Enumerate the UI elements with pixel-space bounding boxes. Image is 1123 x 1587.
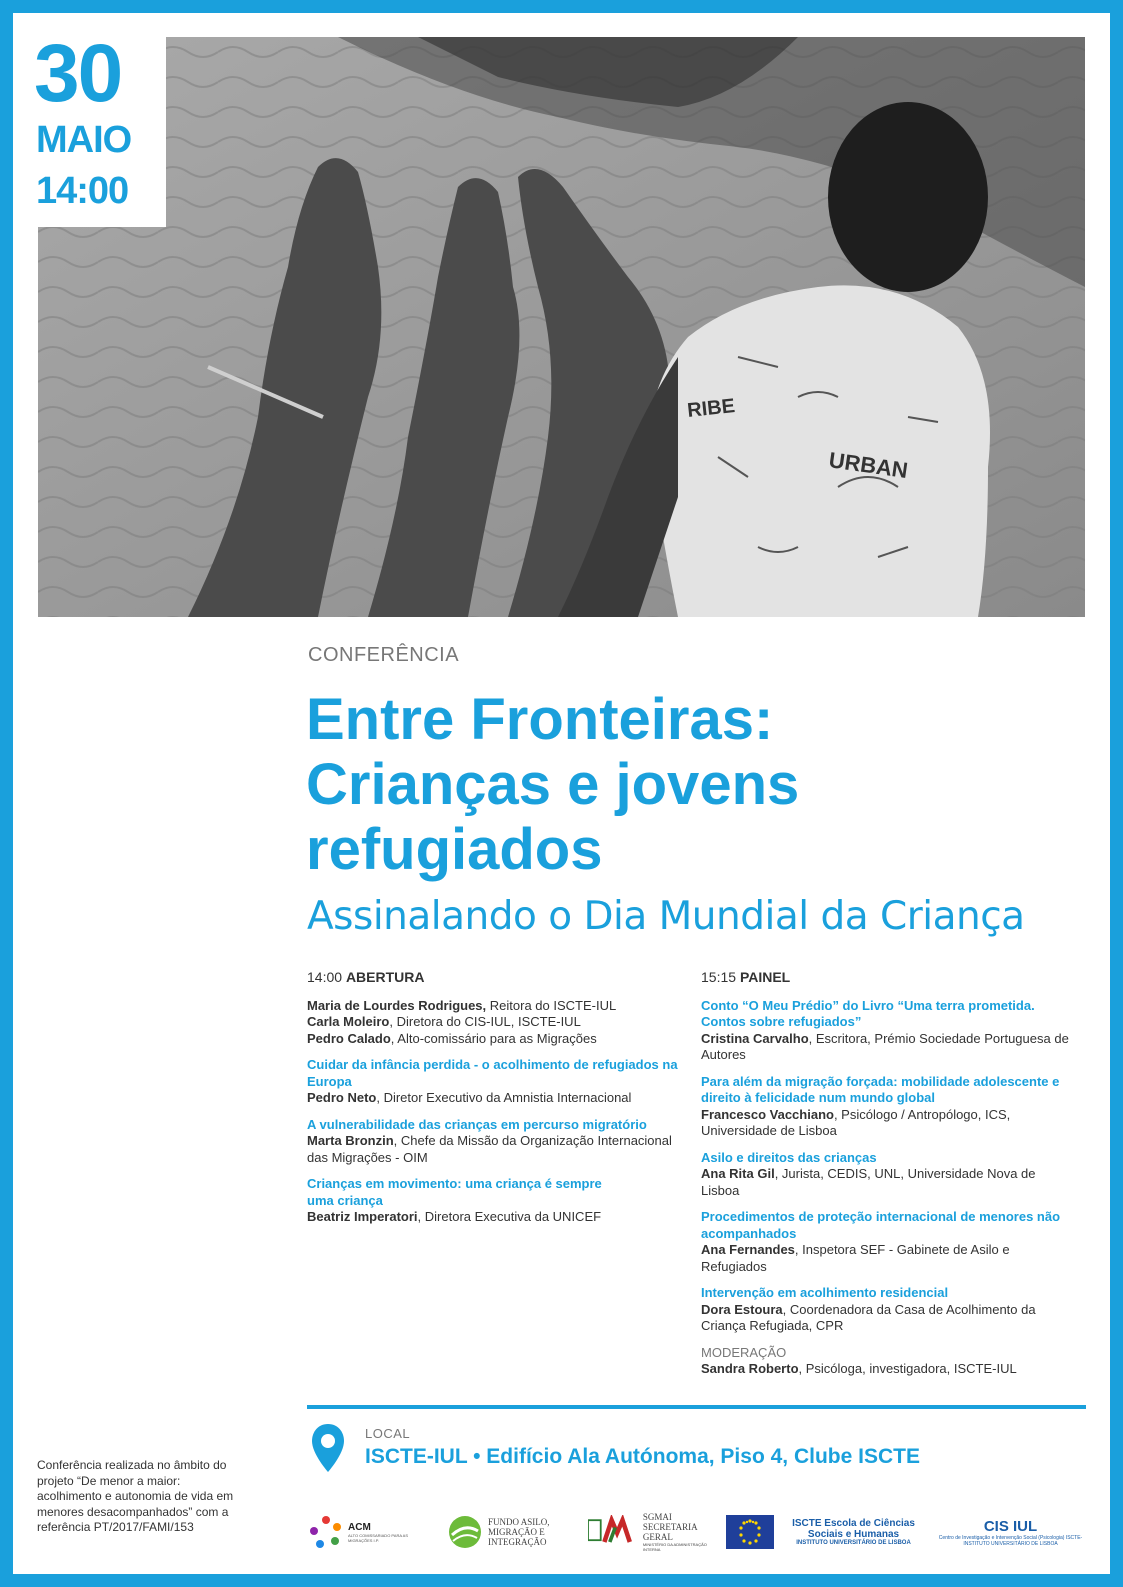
speaker-name: Cristina Carvalho <box>701 1030 809 1046</box>
svg-text:URBAN: URBAN <box>827 447 910 484</box>
talk-item <box>307 1117 687 1167</box>
talk-title: Cuidar da infância perdida - o acolhimento de refugiados na Europa <box>307 1057 678 1089</box>
speaker <box>307 998 687 1015</box>
speaker-name: Sandra Roberto <box>701 1361 799 1376</box>
program-right-column <box>701 969 1086 1378</box>
sgmai-subtitle: MINISTÉRIO DA ADMINISTRAÇÃO INTERNA <box>642 1542 707 1552</box>
speaker-role: , Chefe da Missão da Organização Internacional das Migrações - OIM <box>307 1133 672 1165</box>
talk-item <box>701 1209 1086 1275</box>
opening-heading <box>307 969 687 986</box>
cis-iul-logo <box>933 1508 1088 1556</box>
iscte-subtitle: INSTITUTO UNIVERSITÁRIO DE LISBOA <box>796 1540 911 1546</box>
speaker-name: Pedro Calado <box>307 1030 391 1046</box>
fami-emblem-icon <box>448 1515 482 1549</box>
acm-subtitle: ALTO COMISSARIADO PARA AS MIGRAÇÕES I.P. <box>348 1532 409 1543</box>
date-time: 14:00 <box>36 170 129 212</box>
acm-logo <box>308 1508 433 1556</box>
speaker-name: Dora Estoura <box>701 1301 783 1317</box>
cis-name: CIS IUL <box>983 1517 1038 1535</box>
date-month: MAIO <box>36 119 132 161</box>
project-footnote: Conferência realizada no âmbito do projeto “De menor a maior: acolhimento e autonomia de vida em menores desacompanhados” com a referência PT/2017/FAMI/153 <box>37 1458 234 1534</box>
talk-item <box>701 1074 1086 1140</box>
speaker-role: , Psicólogo / Antropólogo, ICS, Universidade de Lisboa <box>701 1106 1011 1138</box>
hero-photo <box>38 37 1085 617</box>
cis-subtitle: Centro de Investigação e Intervenção Social (Psicologia) ISCTE-INSTITUTO UNIVERSITÁRIO DE LISBOA <box>938 1534 1083 1547</box>
speaker-role: , Jurista, CEDIS, UNL, Universidade Nova de Lisboa <box>701 1166 1036 1198</box>
event-kicker: CONFERÊNCIA <box>308 644 460 666</box>
speaker-name: Marta Bronzin <box>307 1133 394 1148</box>
eu-flag-logo <box>726 1508 776 1556</box>
fami-name: FUNDO ASILO, MIGRAÇÃO E INTEGRAÇÃO <box>488 1517 550 1547</box>
talk-title: Procedimentos de proteção internacional de menores não acompanhados <box>701 1209 1061 1241</box>
speaker-role: , Inspetora SEF - Gabinete de Asilo e Refugiados <box>701 1242 1010 1274</box>
talk-item <box>307 1176 687 1226</box>
panel-time: 15:15 <box>701 969 737 985</box>
speaker <box>701 1166 1041 1199</box>
talk-title: Conto “O Meu Prédio” do Livro “Uma terra prometida. Contos sobre refugiados” <box>701 997 1035 1029</box>
venue-value: ISCTE-IUL • Edifício Ala Autónoma, Piso 4, Clube ISCTE <box>365 1445 920 1468</box>
moderator <box>701 1361 1086 1378</box>
speaker <box>701 1302 1041 1335</box>
speaker <box>307 1133 687 1166</box>
iscte-name: ISCTE Escola de Ciências Sociais e Humanas <box>792 1518 915 1540</box>
speaker-role: , Coordenadora da Casa de Acolhimento da Criança Refugiada, CPR <box>701 1301 1036 1333</box>
svg-text:RIBE: RIBE <box>686 395 737 422</box>
speaker-role: , Escritora, Prémio Sociedade Portuguesa de Autores <box>701 1030 1069 1062</box>
event-title-line: refugiados <box>306 816 603 882</box>
iscte-logo <box>786 1508 921 1556</box>
event-title-line: Entre Fronteiras: <box>306 687 774 752</box>
opening-speakers <box>307 998 687 1048</box>
speaker <box>307 1090 687 1107</box>
event-title-line: Crianças e jovens <box>306 751 800 817</box>
talk-title: Asilo e direitos das crianças <box>701 1149 877 1165</box>
talk-title: A vulnerabilidade das crianças em percurso migratório <box>307 1116 647 1132</box>
event-title <box>306 688 1086 883</box>
partner-logos <box>308 1508 1088 1556</box>
speaker <box>701 1031 1086 1064</box>
program-left-column <box>307 969 687 1236</box>
talk-item <box>701 998 1086 1064</box>
speaker-name: Maria de Lourdes Rodrigues, <box>307 997 487 1013</box>
speaker <box>701 1107 1086 1140</box>
speaker <box>307 1209 687 1226</box>
speaker <box>701 1242 1021 1275</box>
speaker-name: Carla Moleiro <box>307 1014 390 1029</box>
sgmai-emblem-icon <box>588 1515 639 1549</box>
eu-flag-icon <box>726 1515 774 1549</box>
speaker-role: , Diretor Executivo da Amnistia Internacional <box>376 1090 632 1105</box>
sgmai-logo <box>588 1508 718 1556</box>
sgmai-name: SGMAI SECRETARIA GERAL <box>642 1512 698 1542</box>
venue-label: LOCAL <box>365 1426 411 1441</box>
speaker <box>307 1031 687 1048</box>
talk-title: Crianças em movimento: uma criança é sempre uma criança <box>307 1176 602 1208</box>
panel-heading <box>701 969 1086 986</box>
talk-item <box>701 1285 1086 1335</box>
talk-title: Intervenção em acolhimento residencial <box>701 1285 949 1300</box>
acm-name: ACM <box>348 1521 371 1533</box>
speaker-name: Pedro Neto <box>307 1090 377 1105</box>
acm-emblem-icon <box>308 1514 344 1550</box>
date-day: 30 <box>34 28 122 119</box>
speaker-role: , Alto-comissário para as Migrações <box>390 1030 597 1046</box>
speaker <box>307 1014 687 1031</box>
speaker-role: , Psicóloga, investigadora, ISCTE-IUL <box>798 1361 1017 1376</box>
hero-photo-illustration <box>38 37 1085 617</box>
talk-item <box>701 1150 1086 1200</box>
divider <box>307 1405 1086 1409</box>
speaker-name: Francesco Vacchiano <box>701 1106 834 1122</box>
speaker-role: Reitora do ISCTE-IUL <box>486 997 617 1013</box>
moderation-label: MODERAÇÃO <box>701 1344 787 1360</box>
speaker-name: Beatriz Imperatori <box>307 1209 418 1224</box>
opening-label: ABERTURA <box>345 969 425 985</box>
talk-item <box>307 1057 687 1107</box>
panel-label: PAINEL <box>739 969 791 985</box>
talk-title: Para além da migração forçada: mobilidade adolescente e direito à felicidade num mundo global <box>701 1073 1060 1105</box>
speaker-role: , Diretora do CIS-IUL, ISCTE-IUL <box>389 1014 581 1029</box>
location-pin-icon <box>310 1422 346 1474</box>
event-subtitle: Assinalando o Dia Mundial da Criança <box>307 894 1025 939</box>
opening-time: 14:00 <box>307 969 343 985</box>
speaker-name: Ana Rita Gil <box>701 1166 775 1181</box>
speaker-name: Ana Fernandes <box>701 1242 795 1257</box>
speaker-role: , Diretora Executiva da UNICEF <box>417 1209 602 1224</box>
fami-logo <box>448 1508 578 1556</box>
